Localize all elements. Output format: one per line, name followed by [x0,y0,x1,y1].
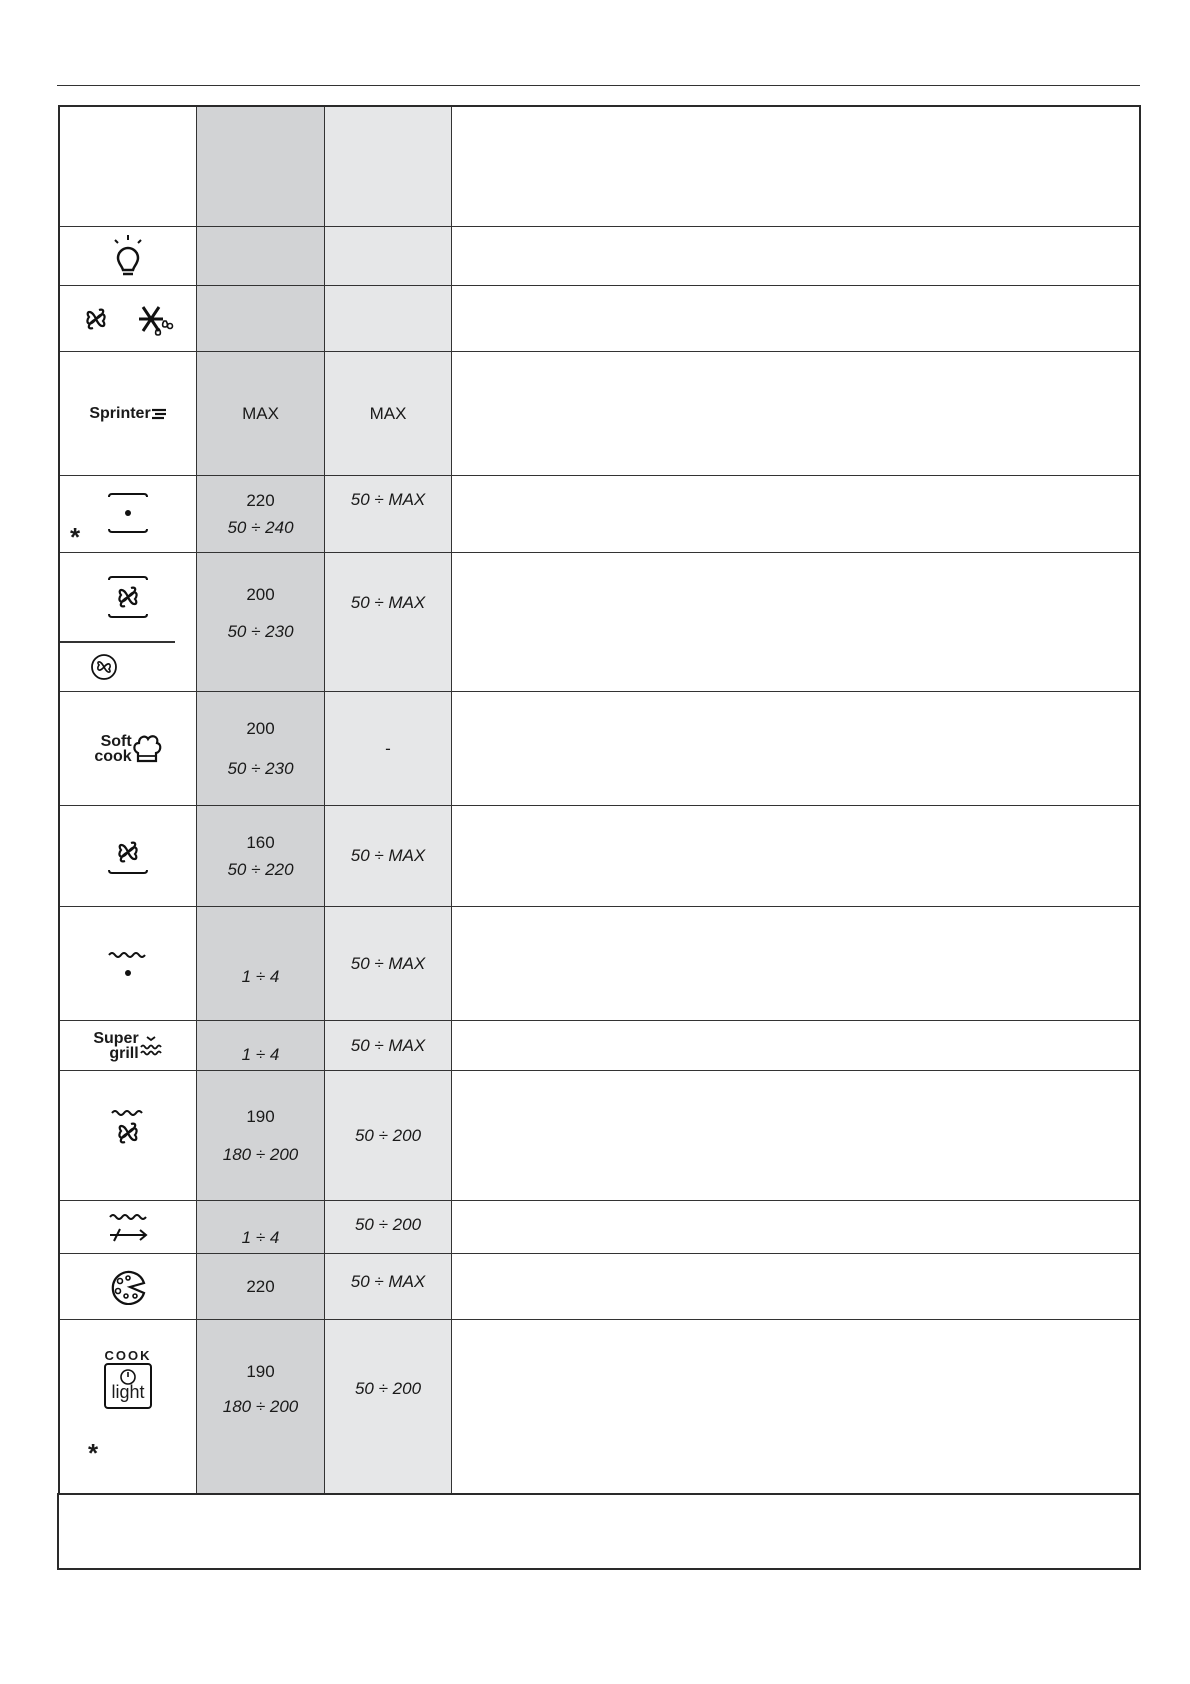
header-desc-cell [452,107,1139,226]
grill-icon [60,907,197,1020]
temp-range: 1 ÷ 4 [241,1044,280,1064]
temp-range: 1 ÷ 4 [241,1227,280,1247]
cook-light-icon [60,1320,197,1493]
oven-functions-table [58,105,1141,1495]
header-icon-cell [60,107,197,226]
temp-value: 160 [246,832,275,852]
rotisserie-icon [60,1201,197,1253]
grill-fan-icon [60,1071,197,1200]
table-row [60,806,1139,907]
table-row [60,1320,1139,1493]
super-label: Super [93,1029,139,1047]
static-heating-icon [60,476,197,552]
table-row [60,286,1139,352]
lamp-icon [60,227,197,285]
mw-range: 50 ÷ MAX [350,846,426,866]
temp-value: 200 [246,719,275,739]
clock-icon [118,1367,138,1387]
fan-icon [81,304,111,334]
header-temp-cell [197,107,325,226]
temp-value: 190 [246,1107,275,1127]
mw-value: - [385,738,391,758]
mw-range: 50 ÷ MAX [350,1035,426,1055]
waves-icon [139,1033,163,1059]
sprinter-label: Sprinter [89,405,151,422]
temp-value: 220 [246,1276,275,1296]
header-mw-cell [325,107,452,226]
mw-range: 50 ÷ MAX [350,593,426,612]
mw-range: 50 ÷ 200 [354,1125,422,1145]
temp-value: MAX [242,403,279,423]
mw-range: 50 ÷ MAX [350,490,426,509]
mw-range: 50 ÷ MAX [350,953,426,973]
table-row [60,476,1139,553]
mw-range: 50 ÷ 200 [354,1215,422,1234]
table-row [60,1071,1139,1201]
mw-range: 50 ÷ 200 [354,1379,422,1398]
header-row [60,107,1139,227]
grill-label: grill [109,1044,139,1062]
temp-range: 180 ÷ 200 [222,1144,299,1164]
temp-value: 200 [246,585,275,604]
cook-top-label: COOK [104,1348,152,1363]
table-row [60,352,1139,476]
super-grill-icon [60,1021,197,1070]
table-row [60,227,1139,286]
temp-range: 50 ÷ 240 [227,518,294,537]
temp-range: 50 ÷ 220 [227,860,294,879]
table-row [60,1201,1139,1254]
defrost-icon [133,299,175,339]
table-row [60,692,1139,806]
footer-note-box [57,1493,1141,1570]
scale-icon [104,1363,152,1409]
sprinter-icon [60,352,197,475]
speed-lines-icon [151,407,167,421]
fan-forced-icon [60,553,196,641]
light-label: light [111,1382,145,1402]
table-row [60,553,1139,692]
temp-value: 190 [246,1362,275,1381]
temp-value: 220 [246,490,275,510]
cook-label: cook [94,747,132,765]
circular-fan-icon [60,643,196,692]
table-row [60,1021,1139,1071]
pizza-icon [60,1254,197,1319]
asterisk-note: * [88,1438,99,1468]
top-rule [57,85,1140,86]
mw-value: MAX [369,403,407,423]
soft-label: Soft [100,732,132,750]
temp-range: 50 ÷ 230 [227,622,294,642]
asterisk-note: * [70,522,81,552]
temp-range: 1 ÷ 4 [241,966,280,986]
hat-icon [132,733,162,765]
chef-hat-icon [60,692,197,805]
temp-range: 180 ÷ 200 [222,1397,299,1417]
mw-range: 50 ÷ MAX [350,1272,426,1291]
fan-bottom-heat-icon [60,806,197,906]
temp-range: 50 ÷ 230 [227,758,294,778]
table-row [60,1254,1139,1320]
table-row [60,907,1139,1021]
